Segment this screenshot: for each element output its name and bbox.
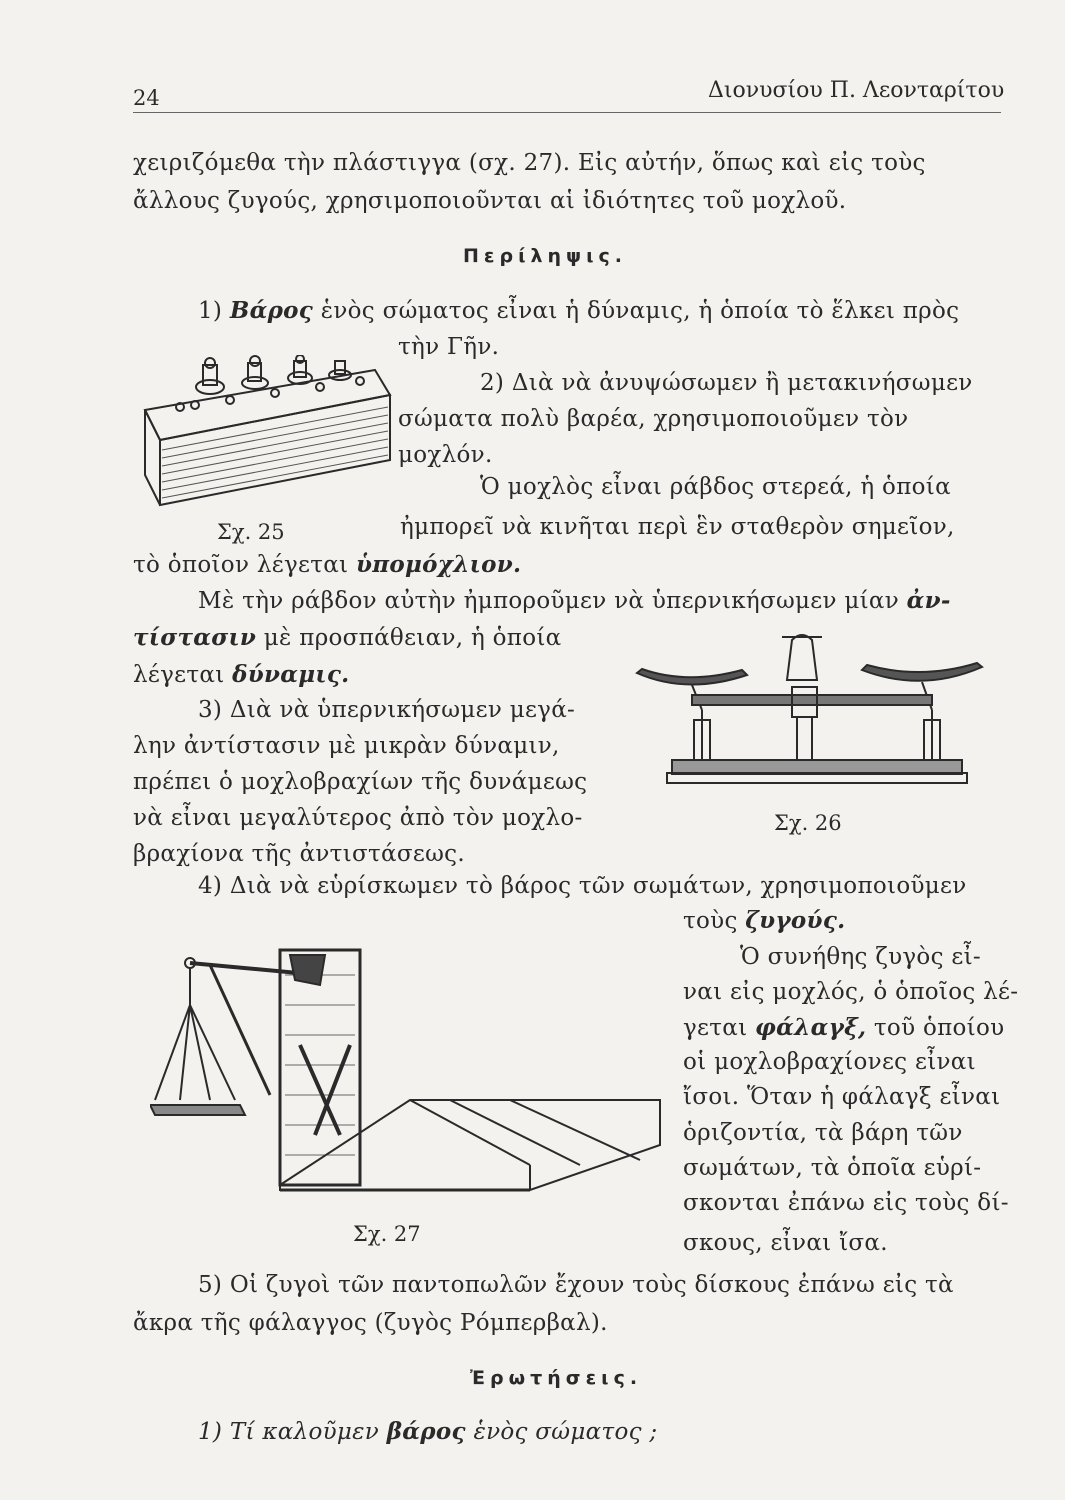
paragraph-3-line-1: Ὁ μοχλὸς εἶναι ράβδος στερεά, ἡ ὁποία — [480, 474, 951, 500]
paragraph-1-line-2: τὴν Γῆν. — [398, 334, 500, 360]
paragraph-6-line-1: 4) Διὰ νὰ εὑρίσκωμεν τὸ βάρος τῶν σωμάτων, χρησιμοποιοῦμεν — [198, 873, 967, 899]
paragraph-7-line-1: Ὁ συνήθης ζυγὸς εἶ- — [740, 944, 981, 970]
paragraph-2-line-1: 2) Διὰ νὰ ἀνυψώσωμεν ἢ μετακινήσωμεν — [480, 370, 973, 396]
summary-heading: Περίληψις. — [463, 245, 627, 267]
figure-27-platform-scale — [150, 935, 670, 1210]
paragraph-2-line-3: μοχλόν. — [398, 442, 493, 468]
header-rule — [133, 112, 1001, 113]
paragraph-7-line-6: ὁριζοντία, τὰ βάρη τῶν — [683, 1120, 963, 1146]
page-number: 24 — [133, 86, 160, 110]
paragraph-4-line-3: λέγεται δύναμις. — [133, 661, 350, 688]
paragraph-1-line-1: 1) Βάρος ἑνὸς σώματος εἶναι ἡ δύναμις, ἡ ὁποία τὸ ἕλκει πρὸς — [198, 297, 960, 324]
paragraph-5-line-1: 3) Διὰ νὰ ὑπερνικήσωμεν μεγά- — [198, 697, 576, 723]
paragraph-3-line-3: τὸ ὁποῖον λέγεται ὑπομόχλιον. — [133, 551, 522, 578]
paragraph-5-line-5: βραχίονα τῆς ἀντιστάσεως. — [133, 841, 465, 867]
paragraph-7-line-5: ἴσοι. Ὅταν ἡ φάλαγξ εἶναι — [683, 1084, 1001, 1110]
figure-25-weights-box — [140, 355, 395, 515]
paragraph-3-line-2: ἠμπορεῖ νὰ κινῆται περὶ ἓν σταθερὸν σημεῖον, — [400, 514, 955, 540]
paragraph-4-line-2: τίστασιν μὲ προσπάθειαν, ἡ ὁποία — [133, 624, 562, 651]
paragraph-2-line-2: σώματα πολὺ βαρέα, χρησιμοποιοῦμεν τὸν — [398, 406, 909, 432]
figure-26-roberval-balance — [632, 625, 992, 795]
paragraph-4-line-1: Μὲ τὴν ράβδον αὐτὴν ἠμποροῦμεν νὰ ὑπερνικήσωμεν μίαν ἀν- — [198, 587, 951, 614]
paragraph-7-line-2: ναι εἰς μοχλός, ὁ ὁποῖος λέ- — [683, 979, 1019, 1005]
paragraph-7-line-8: σκονται ἐπάνω εἰς τοὺς δί- — [683, 1190, 1009, 1216]
figure-26-caption: Σχ. 26 — [774, 811, 842, 835]
paragraph-7-line-3: γεται φάλαγξ, τοῦ ὁποίου — [683, 1014, 1005, 1041]
intro-line-1: χειριζόμεθα τὴν πλάστιγγα (σχ. 27). Εἰς αὐτήν, ὅπως καὶ εἰς τοὺς — [133, 150, 926, 176]
questions-heading: Ἐρωτήσεις. — [470, 1367, 643, 1389]
question-1: 1) Τί καλοῦμεν βάρος ἑνὸς σώματος ; — [198, 1418, 658, 1445]
paragraph-6-line-2: τοὺς ζυγούς. — [683, 907, 846, 934]
paragraph-8-line-2: ἄκρα τῆς φάλαγγος (ζυγὸς Ρόμπερβαλ). — [133, 1310, 608, 1336]
paragraph-8-line-1: 5) Οἱ ζυγοὶ τῶν παντοπωλῶν ἔχουν τοὺς δίσκους ἐπάνω εἰς τὰ — [198, 1272, 954, 1298]
running-header-author: Διονυσίου Π. Λεονταρίτου — [708, 78, 1005, 103]
intro-line-2: ἄλλους ζυγούς, χρησιμοποιοῦνται αἱ ἰδιότητες τοῦ μοχλοῦ. — [133, 188, 847, 214]
paragraph-7-line-9: σκους, εἶναι ἴσα. — [683, 1230, 888, 1256]
figure-27-caption: Σχ. 27 — [353, 1222, 421, 1246]
paragraph-5-line-2: λην ἀντίστασιν μὲ μικρὰν δύναμιν, — [133, 733, 560, 759]
paragraph-7-line-4: οἱ μοχλοβραχίονες εἶναι — [683, 1049, 976, 1075]
paragraph-7-line-7: σωμάτων, τὰ ὁποῖα εὑρί- — [683, 1155, 982, 1181]
figure-25-caption: Σχ. 25 — [217, 520, 285, 544]
paragraph-5-line-4: νὰ εἶναι μεγαλύτερος ἀπὸ τὸν μοχλο- — [133, 805, 583, 831]
paragraph-5-line-3: πρέπει ὁ μοχλοβραχίων τῆς δυνάμεως — [133, 769, 588, 795]
